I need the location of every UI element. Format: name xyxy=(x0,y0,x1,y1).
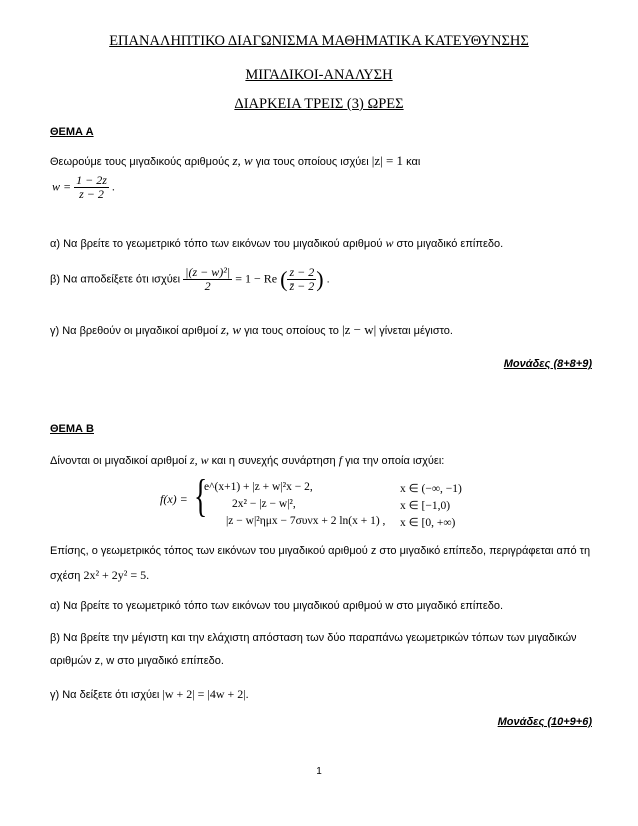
case-2-expr: 2x² − |z − w|², xyxy=(232,498,296,510)
case-1-expr: e^(x+1) + |z + w|²x − 2, xyxy=(204,481,313,493)
thema-b-heading: ΘΕΜΑ Β xyxy=(50,423,94,435)
f-lhs xyxy=(160,492,188,507)
thema-a-heading: ΘΕΜΑ Α xyxy=(50,126,94,138)
thema-a-intro-pre: Θεωρούμε τους μιγαδικούς αριθμούς xyxy=(50,156,230,168)
question-b-fraction xyxy=(183,266,232,293)
thema-a-marks: Μονάδες (8+8+9) xyxy=(503,358,592,370)
thema-a-question-a xyxy=(50,236,503,251)
thema-b-question-b-line2: αριθμών z, w στο μιγαδικό επίπεδο. xyxy=(50,655,224,667)
question-b-re: = 1 − Re xyxy=(235,271,278,286)
thema-b-question-c xyxy=(50,687,249,702)
w-numerator: 1 − 2z xyxy=(76,173,107,187)
question-b-re-fraction xyxy=(287,266,316,293)
question-b-end: . xyxy=(326,273,330,286)
w-fraction xyxy=(74,174,109,201)
thema-b-intro-pre: Δίνονται οι μιγαδικοί αριθμοί xyxy=(50,455,187,467)
case-1-domain: x ∈ (−∞, −1) xyxy=(400,483,462,495)
thema-b-intro-post: για την οποία ισχύει: xyxy=(345,455,445,467)
w-lhs: w = xyxy=(52,179,72,194)
right-paren: ) xyxy=(316,266,324,292)
w-definition xyxy=(52,174,115,201)
thema-b-question-c-pre: γ) Να δείξετε ότι ισχύει xyxy=(50,689,160,701)
thema-b-para1: Επίσης, ο γεωμετρικός τόπος των εικόνων του μιγαδικού αριθμού z στο μιγαδικό επίπεδο, περιγράφεται από τη xyxy=(50,545,591,557)
question-a-pre: α) Να βρείτε το γεωμετρικό τόπο των εικόνων του μιγαδικού αριθμού xyxy=(50,238,383,250)
question-a-var: w xyxy=(385,236,394,250)
case-3-expr: |z − w|²ημx − 7συνx + 2 ln(x + 1) , xyxy=(226,515,386,527)
question-b-pre: β) Να αποδείξετε ότι ισχύει xyxy=(50,273,181,286)
thema-a-intro xyxy=(50,153,420,169)
question-c-expr: |z − w| xyxy=(341,322,377,337)
thema-b-para2-expr: 2x² + 2y² = 5. xyxy=(83,568,150,582)
thema-a-intro-post: και xyxy=(406,156,421,168)
left-paren: ( xyxy=(280,266,288,292)
question-c-vars: z, w xyxy=(220,322,242,337)
question-b-numerator: |(z − w)²| xyxy=(185,265,231,279)
f-lhs-text: f(x) = xyxy=(160,492,188,506)
document-title: ΕΠΑΝΑΛΗΠΤΙΚΟ ΔΙΑΓΩΝΙΣΜΑ ΜΑΘΗΜΑΤΙΚΑ ΚΑΤΕΥΘΥΝΣΗΣ xyxy=(109,33,529,49)
question-b-re-numerator: z − 2 xyxy=(289,265,315,279)
page-number: 1 xyxy=(316,766,322,777)
thema-a-intro-cond: |z| = 1 xyxy=(371,153,404,168)
case-3-domain: x ∈ [0, +∞) xyxy=(400,517,456,529)
thema-b-para2-pre: σχέση xyxy=(50,570,81,582)
question-b-denominator: 2 xyxy=(204,279,211,293)
piecewise-brace: { xyxy=(194,470,208,521)
thema-b-question-b-line1: β) Να βρείτε την μέγιστη και την ελάχιστη απόσταση των δύο παραπάνω γεωμετρικών τόπων των μιγαδικών xyxy=(50,632,577,644)
thema-b-intro xyxy=(50,453,444,468)
thema-a-question-b xyxy=(50,266,330,293)
thema-a-intro-vars: z, w xyxy=(232,153,253,168)
thema-a-intro-mid: για τους οποίους ισχύει xyxy=(255,156,369,168)
document-subtitle: ΜΙΓΑΔΙΚΟΙ-ΑΝΑΛΥΣΗ xyxy=(245,67,393,83)
question-c-post: γίνεται μέγιστο. xyxy=(379,325,453,337)
thema-b-intro-vars: z, w xyxy=(189,453,209,467)
question-b-re-denominator: z̄ − 2 xyxy=(289,279,315,293)
thema-b-para2 xyxy=(50,568,149,583)
w-end: . xyxy=(111,179,115,194)
question-c-mid: για τους οποίους το xyxy=(244,325,339,337)
case-2-domain: x ∈ [−1,0) xyxy=(400,500,451,512)
thema-b-intro-mid: και η συνεχής συνάρτηση xyxy=(211,455,336,467)
question-c-pre: γ) Να βρεθούν οι μιγαδικοί αριθμοί xyxy=(50,325,218,337)
thema-b-intro-f: f xyxy=(338,453,343,467)
thema-b-question-c-expr: |w + 2| = |4w + 2|. xyxy=(162,687,249,701)
w-denominator: z − 2 xyxy=(79,187,104,201)
thema-b-question-a: α) Να βρείτε το γεωμετρικό τόπο των εικόνων του μιγαδικού αριθμού w στο μιγαδικό επίπεδο. xyxy=(50,600,504,612)
exam-duration: ΔΙΑΡΚΕΙΑ ΤΡΕΙΣ (3) ΩΡΕΣ xyxy=(234,96,404,112)
thema-b-marks: Μονάδες (10+9+6) xyxy=(497,716,592,728)
thema-a-question-c xyxy=(50,322,453,338)
question-a-post: στο μιγαδικό επίπεδο. xyxy=(396,238,504,250)
